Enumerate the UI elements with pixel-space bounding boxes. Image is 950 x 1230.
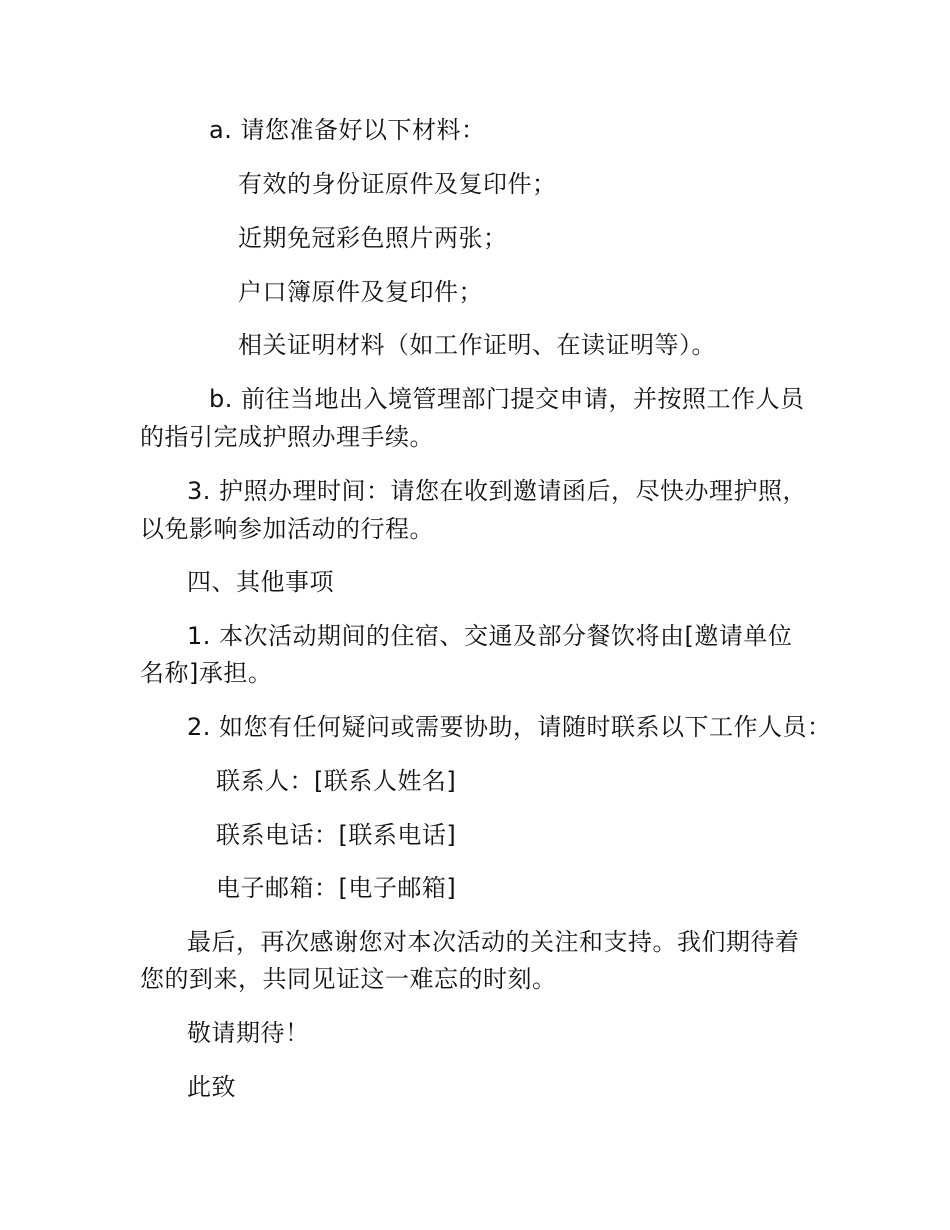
contact-phone: 联系电话：[联系电话] [216,821,457,849]
material-item-certificates: 相关证明材料（如工作证明、在读证明等）。 [238,331,716,359]
step-b-line-1: b. 前往当地出入境管理部门提交申请，并按照工作人员 [209,385,805,413]
material-item-photos: 近期免冠彩色照片两张； [238,224,508,252]
step-b-line-2: 的指引完成护照办理手续。 [140,423,434,451]
contact-person: 联系人：[联系人姓名] [216,767,457,795]
looking-forward: 敬请期待！ [187,1019,310,1047]
passport-time-line-1: 3. 护照办理时间：请您在收到邀请函后，尽快办理护照， [187,477,808,505]
section-heading-other-matters: 四、其他事项 [187,568,334,596]
item-1-line-1: 1. 本次活动期间的住宿、交通及部分餐饮将由[邀请单位 [187,622,793,650]
salutation: 此致 [187,1073,236,1101]
passport-time-line-2: 以免影响参加活动的行程。 [140,515,434,543]
item-1-line-2: 名称]承担。 [140,659,273,687]
material-item-id-card: 有效的身份证原件及复印件； [238,170,557,198]
item-2-contact-intro: 2. 如您有任何疑问或需要协助，请随时联系以下工作人员： [187,713,832,741]
closing-line-2: 您的到来，共同见证这一难忘的时刻。 [140,965,557,993]
contact-email: 电子邮箱：[电子邮箱] [216,874,457,902]
material-item-household-register: 户口簿原件及复印件； [238,278,483,306]
closing-line-1: 最后，再次感谢您对本次活动的关注和支持。我们期待着 [187,928,800,956]
materials-heading: a. 请您准备好以下材料： [209,116,486,144]
